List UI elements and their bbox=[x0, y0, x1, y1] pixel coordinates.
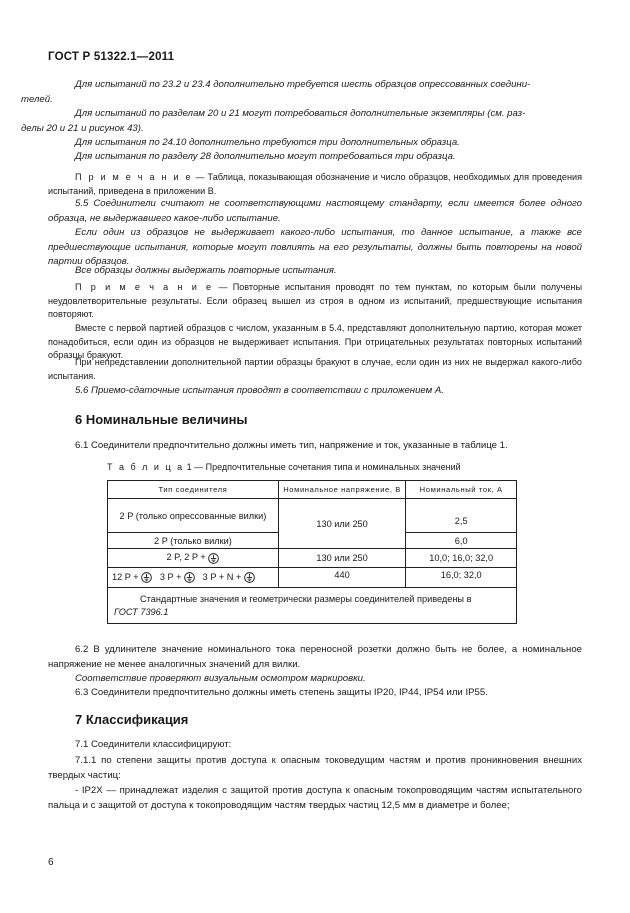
table-cell: 2,5 bbox=[406, 499, 517, 533]
table-cell: 2 P (только вилки) bbox=[108, 533, 279, 549]
clause-6-3: 6.3 Соединители предпочтительно должны иметь степень защиты IP20, IP44, IP54 или IP55. bbox=[75, 687, 488, 698]
note-paragraph: П р и м е ч а н и е — Таблица, показывающая обозначение и число образцов, необходимых для проведения испытаний, приведена в приложении В. bbox=[48, 172, 582, 196]
document-header: ГОСТ Р 51322.1—2011 bbox=[48, 51, 175, 63]
table-cell: 16,0; 32,0 bbox=[406, 568, 517, 588]
table-cell: 12 P + 3 P + 3 P + N + bbox=[108, 568, 279, 588]
table-header-type: Тип соединителя bbox=[108, 481, 279, 499]
table-cell: 2 P, 2 P + bbox=[108, 549, 279, 568]
clause-5-5-b: Если один из образцов не выдерживает какого-либо испытания, то данное испытание, а также все предшествующие испытания, которые могут повлиять на его результаты, должны быть повторены на новой партии образцов. bbox=[48, 227, 582, 268]
text-line: Для испытания по разделу 28 дополнительно могут потребоваться три образца. bbox=[75, 151, 456, 162]
clause-7-1: 7.1 Соединители классифицируют: bbox=[75, 739, 232, 750]
table-cell: 6,0 bbox=[406, 533, 517, 549]
note-paragraph: П р и м е ч а н и е — Повторные испытания проводят по тем пунктам, по которым были получены неудовлетворительные результаты. Если образец вышел из строя в одном из испытаний, предшествующие испытания повторяют. bbox=[48, 282, 582, 320]
table-footnote: Стандартные значения и геометрически размеры соединителей приведены в ГОСТ 7396.1 bbox=[108, 588, 517, 624]
clause-6-2-check: Соответствие проверяют визуальным осмотром маркировки. bbox=[75, 673, 366, 684]
ratings-table bbox=[107, 480, 517, 624]
clause-5-5-c: Все образцы должны выдержать повторные испытания. bbox=[75, 265, 337, 276]
table-cell: 130 или 250 bbox=[278, 549, 406, 568]
ground-symbol-icon bbox=[141, 572, 152, 583]
ground-symbol-icon bbox=[208, 553, 219, 564]
table-cell: 2 P (только опрессованные вилки) bbox=[108, 499, 279, 533]
clause-6-2: 6.2 В удлинителе значение номинального тока переносной розетки должно быть не более, а номинальное напряжение не менее аналогичных значений для вилки. bbox=[48, 644, 582, 670]
table-caption: Т а б л и ц а 1 — Предпочтительные сочетания типа и номинальных значений bbox=[107, 462, 461, 472]
clause-5-6: 5.6 Приемо-сдаточные испытания проводят в соответствии с приложением А. bbox=[75, 385, 444, 396]
table-cell: 130 или 250 bbox=[278, 499, 406, 549]
table-cell: 440 bbox=[278, 568, 406, 588]
text-line: Для испытания по 24.10 дополнительно требуются три дополнительных образца. bbox=[75, 137, 460, 148]
ground-symbol-icon bbox=[184, 572, 195, 583]
clause-6-1: 6.1 Соединители предпочтительно должны иметь тип, напряжение и ток, указанные в таблице 1. bbox=[75, 440, 508, 451]
clause-7-1-1: 7.1.1 по степени защиты против доступа к опасным токоведущим частям и против проникновения внешних твердых частиц: bbox=[48, 755, 582, 781]
section-heading-6: 6 Номинальные величины bbox=[75, 412, 248, 427]
clause-5-5: 5.5 Соединители считают не соответствующими настоящему стандарту, если имеется более одного образца, не выдержавшего какое-либо испытание. bbox=[48, 198, 582, 224]
ground-symbol-icon bbox=[244, 572, 255, 583]
note-paragraph-b: Вместе с первой партией образцов с числом, указанным в 5.4, представляют дополнительную партию, которая может понадобиться, если один из образцов не выдерживает испытания. При отрицательных результатах повторных испытаний образцы бракуют. bbox=[48, 323, 582, 361]
table-header-voltage: Номинальное напряжение, В bbox=[278, 481, 406, 499]
text-line: Для испытаний по 23.2 и 23.4 дополнительно требуется шесть образцов опрессованных соедини- телей. bbox=[21, 79, 531, 105]
table-cell: 10,0; 16,0; 32,0 bbox=[406, 549, 517, 568]
clause-7-1-1-ip2x: - IP2X — принадлежат изделия с защитой против доступа к опасным токопроводящим частям испытательного пальца и с защитой от доступа к токопроводящим частям твердых частиц 12,5 мм в диаметре и более; bbox=[48, 785, 582, 811]
text-line: Для испытаний по разделам 20 и 21 могут потребоваться дополнительные экземпляры (см. раз- делы 20 и 21 и рисунок 43). bbox=[21, 108, 526, 134]
page-number: 6 bbox=[48, 857, 54, 868]
note-paragraph-c: При непредставлении дополнительной партии образцы бракуют в случае, если один из них не выдержал какого-либо испытания. bbox=[48, 357, 582, 381]
table-header-current: Номинальный ток, А bbox=[406, 481, 517, 499]
section-heading-7: 7 Классификация bbox=[75, 712, 189, 727]
